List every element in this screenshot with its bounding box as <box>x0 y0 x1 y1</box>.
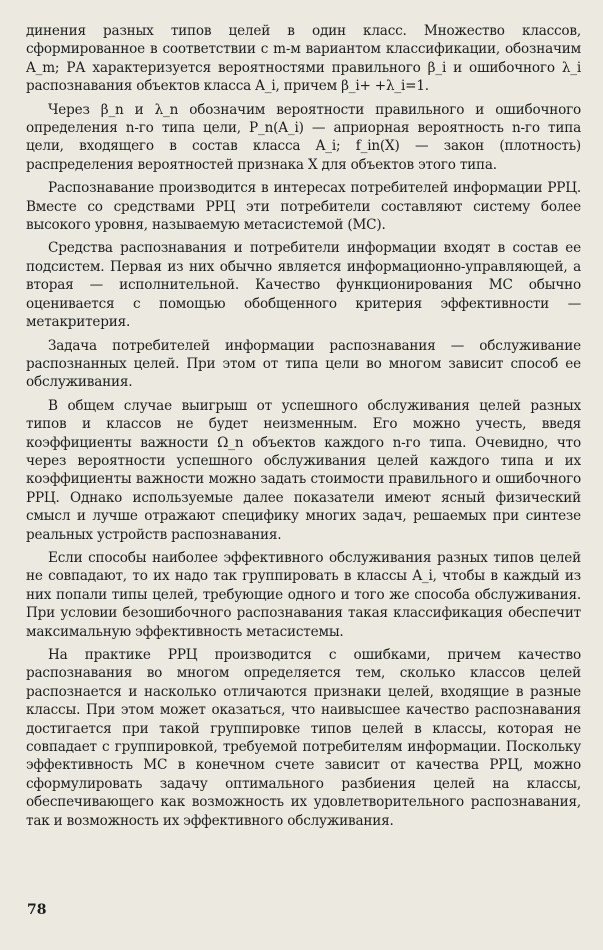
paragraph: динения разных типов целей в один класс. Множество классов, сформированное в соответствии с m-м вариантом классификации, обозначим A_m; РА характеризуется вероятностями правильного β_i и ошибочного λ_i распознавания объектов класса A_i, причем β_i+ +λ_i=1. <box>26 23 581 95</box>
paragraph: Через β_n и λ_n обозначим вероятности правильного и ошибочного определения n-го типа цели, P_n(A_i) — априорная вероятность n-го типа цели, входящего в состав класса A_i; f_in(X) — закон (плотность) распределения вероятностей признака X для объектов этого типа. <box>26 101 581 173</box>
paragraph: В общем случае выигрыш от успешного обслуживания целей разных типов и классов не будет неизменным. Его можно учесть, введя коэффициенты важности Ω_n объектов каждого n-го типа. Очевидно, что через вероятности успешного обслуживания целей каждого типа и их коэффициенты важности можно задать стоимости правильного и ошибочного РРЦ. Однако используемые далее показатели имеют ясный физический смысл и лучше отражают специфику многих задач, решаемых при синтезе реальных устройств распознавания. <box>26 397 581 543</box>
paragraph: Задача потребителей информации распознавания — обслуживание распознанных целей. При этом от типа цели во многом зависит способ ее обслуживания. <box>26 337 581 391</box>
page-number: 78 <box>27 902 47 918</box>
paragraph: Распознавание производится в интересах потребителей информации РРЦ. Вместе со средствами РРЦ эти потребители составляют систему более высокого уровня, называемую метасистемой (МС). <box>26 180 581 234</box>
paragraph: На практике РРЦ производится с ошибками, причем качество распознавания во многом определяется тем, сколько классов целей распознается и насколько отличаются признаки целей, входящие в разные классы. При этом может оказаться, что наивысшее качество распознавания достигается при такой группировке типов целей в классы, которая не совпадает с группировкой, требуемой потребителям информации. Поскольку эффективность МС в конечном счете зависит от качества РРЦ, можно сформулировать задачу оптимального разбиения целей на классы, обеспечивающего как возможность их удовлетворительного распознавания, так и возможность их эффективного обслуживания. <box>26 647 581 829</box>
paragraph: Средства распознавания и потребители информации входят в состав ее подсистем. Первая из них обычно является информационно-управляющей, а вторая — исполнительной. Качество функционирования МС обычно оценивается с помощью обобщенного критерия эффективности — метакритерия. <box>26 240 581 331</box>
paragraph: Если способы наиболее эффективного обслуживания разных типов целей не совпадают, то их надо так группировать в классы A_i, чтобы в каждый из них попали типы целей, требующие одного и того же способа обслуживания. При условии безошибочного распознавания такая классификация обеспечит максимальную эффективность метасистемы. <box>26 549 581 640</box>
